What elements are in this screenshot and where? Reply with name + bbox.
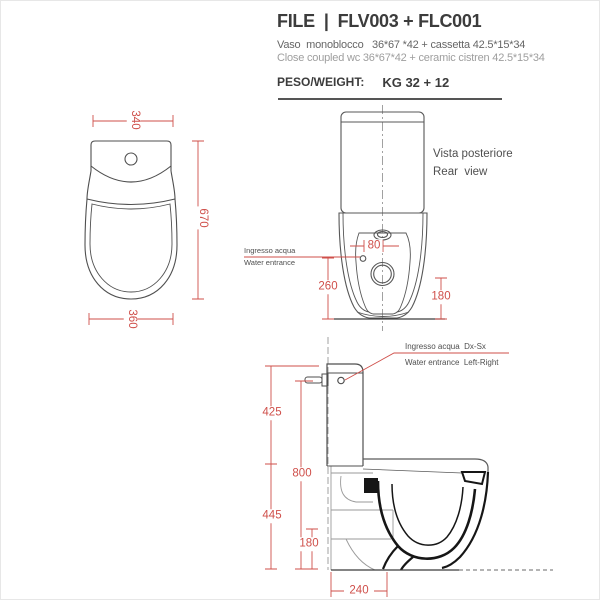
title-separator: |	[323, 11, 329, 31]
header	[277, 11, 545, 90]
water-entrance-label-italian: Ingresso acqua	[244, 246, 296, 255]
dim-445: 445	[262, 509, 282, 522]
dim-260: 260	[318, 280, 338, 293]
water-entrance-label-english: Water entrance	[244, 258, 295, 267]
description-italian: Vaso monoblocco 36*67 *42 + cassetta 42.5*15*34	[277, 39, 526, 51]
header-divider	[278, 98, 502, 100]
rear-view-drawing	[236, 101, 511, 336]
weight-value: KG 32 + 12	[382, 75, 450, 90]
rear-view-title-italian: Vista posteriore	[433, 148, 513, 160]
water-entrance-side-label-english: Water entrance Left-Right	[405, 358, 499, 367]
weight-label: PESO/WEIGHT:	[277, 75, 365, 89]
rear-view-title-english: Rear view	[433, 166, 488, 178]
cistern-side	[305, 364, 363, 466]
hatched-rim-section	[364, 478, 378, 493]
toilet-rear-outline	[334, 112, 445, 319]
toilet-plan-outline	[85, 141, 177, 299]
water-inlet-hole	[360, 256, 366, 262]
water-inlet-hole-side	[338, 377, 344, 383]
dim-425: 425	[262, 406, 282, 419]
top-view-dimension-lines	[89, 115, 204, 325]
dim-180-side: 180	[299, 537, 319, 550]
title-series: FILE	[277, 11, 315, 31]
dim-800: 800	[292, 467, 312, 480]
bowl-section	[364, 472, 488, 570]
seat-side	[363, 459, 488, 473]
inlet-valve	[305, 374, 328, 386]
flush-button	[125, 153, 137, 165]
dim-240: 240	[349, 584, 369, 597]
dim-180-rear: 180	[431, 290, 451, 303]
dim-670: 670	[196, 208, 209, 228]
page-title	[277, 11, 545, 32]
dim-340: 340	[128, 110, 141, 130]
water-entrance-side-label-italian: Ingresso acqua Dx-Sx	[405, 342, 486, 351]
title-code: FLV003 + FLC001	[337, 11, 482, 31]
dim-360: 360	[125, 309, 138, 329]
description-english: Close coupled wc 36*67*42 + ceramic cistren 42.5*15*34	[277, 52, 545, 64]
dim-80: 80	[367, 239, 381, 252]
weight-row	[277, 75, 545, 90]
